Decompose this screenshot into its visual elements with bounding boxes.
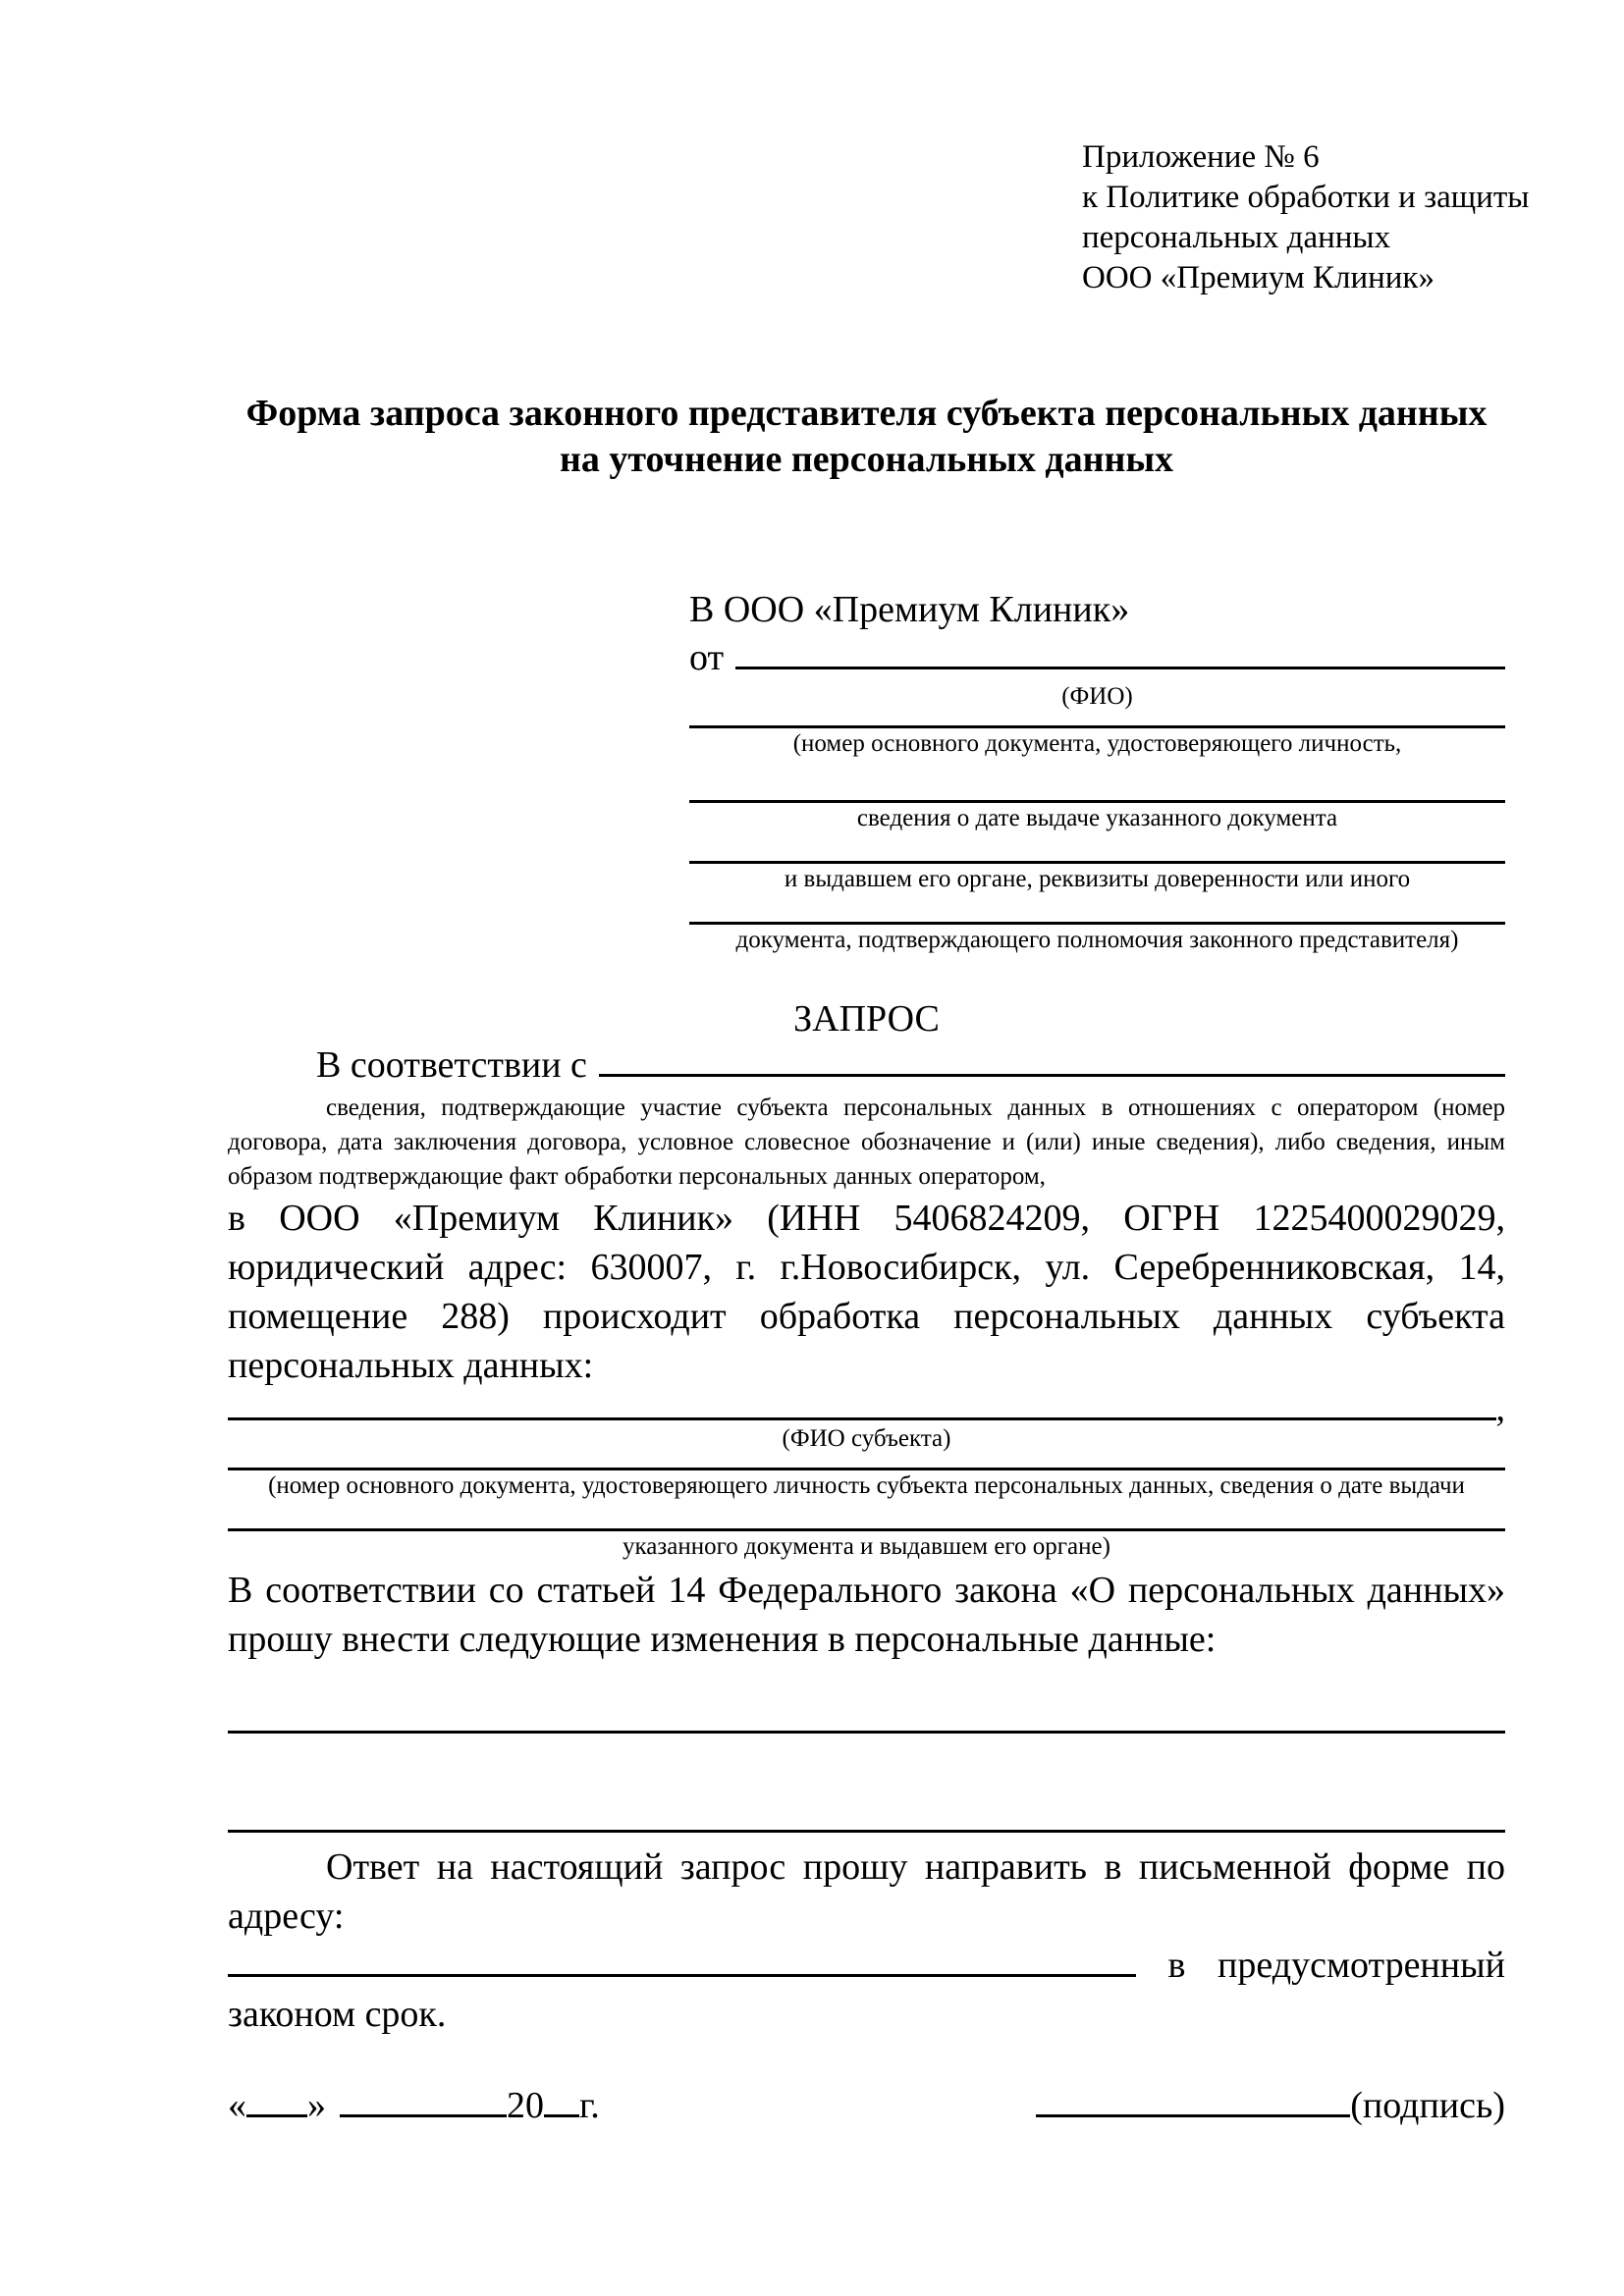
subject-fio-row xyxy=(228,1388,1505,1429)
request-heading: ЗАПРОС xyxy=(793,998,940,1040)
fio-caption: (ФИО) xyxy=(1061,683,1133,710)
operator-paragraph: в ООО «Премиум Клиник» (ИНН 5406824209, ОГРН 1225400029029, юридический адрес: 630007, г. г.Новосибирск, ул. Серебренниковская, 14, помещение 288) происходит обработка персональных данных субъекта персональных данных: xyxy=(228,1198,1505,1386)
answer-word-term: предусмотренный xyxy=(1218,1945,1505,1986)
from-row xyxy=(689,634,1505,681)
from-write-in-line xyxy=(735,667,1505,669)
annex-line-4: ООО «Премиум Клиник» xyxy=(1082,260,1435,295)
changes-write-in-line-2 xyxy=(228,1781,1505,1833)
annex-note xyxy=(1082,137,1530,298)
annex-line-3: персональных данных xyxy=(1082,220,1391,255)
date-signature-row xyxy=(228,2084,1505,2127)
representative-doc-caption-1: (номер основного документа, удостоверяющего личность, xyxy=(792,730,1402,757)
representative-doc-caption-2: сведения о дате выдаче указанного документа xyxy=(856,805,1338,831)
representative-doc-caption-4: документа, подтверждающего полномочия законного представителя) xyxy=(735,927,1459,953)
subject-doc-line-2 xyxy=(228,1501,1505,1531)
subject-doc-caption-1: (номер основного документа, удостоверяющего личность субъекта персональных данных, сведения о дате выдачи xyxy=(268,1472,1465,1499)
representative-doc-caption-3: и выдавшем его органе, реквизиты доверенности или иного xyxy=(784,866,1411,892)
answer-paragraph-line-2 xyxy=(228,1941,1505,1990)
answer-paragraph-line-3: законом срок. xyxy=(228,1994,447,2035)
subject-fio-line xyxy=(228,1392,1496,1420)
quote-close: » xyxy=(307,2085,326,2126)
date-day-line xyxy=(246,2114,307,2117)
answer-word-v: в xyxy=(1167,1945,1186,1986)
trailing-comma: , xyxy=(1495,1388,1505,1429)
representative-doc-line-2 xyxy=(689,759,1505,803)
date-group xyxy=(228,2084,600,2127)
signature-line xyxy=(1036,2114,1350,2117)
date-month-line xyxy=(340,2114,507,2117)
law-paragraph: В соответствии со статьей 14 Федерального закона «О персональных данных» прошу внести следующие изменения в персональные данные: xyxy=(228,1570,1505,1660)
intro-row xyxy=(228,1041,1505,1089)
document-title xyxy=(228,391,1505,483)
basis-footnote: сведения, подтверждающие участие субъекта персональных данных в отношениях с оператором (номер договора, дата заключения договора, условное словесное обозначение и (или) иные сведения), либо сведения, иным образом подтверждающие факт обработки персональных данных оператором, xyxy=(228,1095,1505,1190)
representative-doc-line-3 xyxy=(689,833,1505,864)
signature-caption: (подпись) xyxy=(1350,2085,1505,2126)
quote-open: « xyxy=(228,2085,246,2126)
changes-write-in-line-1 xyxy=(228,1697,1505,1734)
addressee-to: В ООО «Премиум Клиник» xyxy=(689,589,1130,630)
representative-doc-line-4 xyxy=(689,894,1505,925)
annex-line-2: к Политике обработки и защиты xyxy=(1082,180,1530,215)
year-suffix: г. xyxy=(579,2085,600,2126)
addressee-block xyxy=(689,587,1505,955)
title-line-1: Форма запроса законного представителя субъекта персональных данных xyxy=(245,393,1488,434)
annex-line-1: Приложение № 6 xyxy=(1082,139,1320,175)
subject-doc-caption-2: указанного документа и выдавшем его органе) xyxy=(623,1533,1110,1560)
subject-fio-caption: (ФИО субъекта) xyxy=(782,1425,951,1452)
year-prefix: 20 xyxy=(507,2085,544,2126)
answer-paragraph-line-1: Ответ на настоящий запрос прошу направить в письменной форме по адресу: xyxy=(228,1846,1505,1937)
intro-prefix: В соответствии с xyxy=(316,1044,587,1086)
subject-doc-line-1 xyxy=(228,1454,1505,1470)
from-label: от xyxy=(689,637,725,678)
address-write-in-line xyxy=(228,1974,1136,1977)
representative-doc-line-1 xyxy=(689,712,1505,728)
title-line-2: на уточнение персональных данных xyxy=(559,439,1174,480)
signature-group xyxy=(1036,2084,1505,2127)
date-year-line xyxy=(544,2114,579,2117)
basis-write-in-line xyxy=(599,1074,1505,1077)
